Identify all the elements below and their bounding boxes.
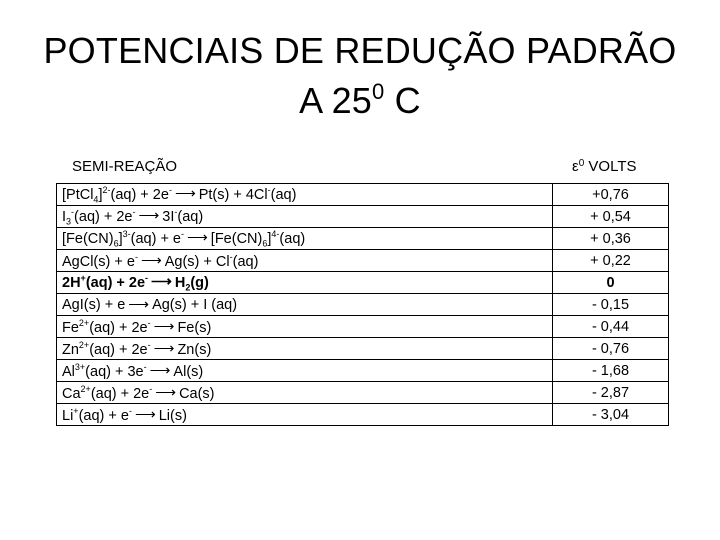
- potential-value: - 0,76: [553, 338, 669, 360]
- half-reaction-cell: Li+(aq) + e- ⟶ Li(s): [57, 404, 553, 426]
- potential-value: - 0,15: [553, 294, 669, 316]
- table-row: [57, 360, 669, 382]
- table-row: [57, 184, 669, 206]
- column-header-reaction: SEMI-REAÇÃO: [72, 158, 178, 175]
- reaction-arrow: ⟶: [155, 385, 177, 402]
- half-reaction-cell: $Zn^{2+}(aq) + 2e^-$ ⟶ Zn(s): [57, 338, 553, 360]
- table-row: [57, 250, 669, 272]
- half-reaction-cell: 2H+(aq) + 2e- ⟶ $H_2(g)$: [57, 272, 553, 294]
- potential-value: 0: [553, 272, 669, 294]
- table-row: [57, 404, 669, 426]
- table-row: [57, 206, 669, 228]
- table-row: [57, 382, 669, 404]
- title-suffix: C: [384, 80, 421, 121]
- potential-value: +0,76: [553, 184, 669, 206]
- reaction-arrow: ⟶: [151, 274, 172, 291]
- potential-value: - 0,44: [553, 316, 669, 338]
- potential-value: - 2,87: [553, 382, 669, 404]
- epsilon-symbol: ε: [572, 158, 579, 175]
- half-reaction-cell: AgI(s) + e ⟶ Ag(s) + I (aq): [57, 294, 553, 316]
- half-reaction-cell: $[Fe(CN)_6]^{3-}(aq) + e^-$ ⟶ $[Fe(CN)_6]^{4-}(aq)$: [57, 228, 553, 250]
- reaction-arrow: ⟶: [134, 407, 156, 424]
- potential-value: + 0,36: [553, 228, 669, 250]
- half-reaction-cell: [PtCl$_4$]$^{2-}$(aq) + 2e- ⟶ Pt(s) + 4Cl-(aq): [57, 184, 553, 206]
- potential-value: + 0,22: [553, 250, 669, 272]
- reduction-potentials-table: [56, 183, 669, 426]
- reaction-arrow: ⟶: [153, 341, 175, 358]
- reaction-arrow: ⟶: [153, 319, 175, 336]
- reaction-arrow: ⟶: [149, 363, 171, 380]
- half-reaction-cell: $Al^{3+}(aq) + 3e^-$ ⟶ Al(s): [57, 360, 553, 382]
- reaction-arrow: ⟶: [138, 208, 160, 225]
- reaction-arrow: ⟶: [187, 230, 208, 247]
- half-reaction-cell: $Fe^{2+}(aq) + 2e^-$ ⟶ Fe(s): [57, 316, 553, 338]
- volts-label: VOLTS: [584, 158, 637, 175]
- page-title-line-2: [0, 78, 720, 129]
- column-header-volts: [572, 158, 637, 175]
- half-reaction-cell: $I_3^-(aq) + 2e^-$ ⟶ 3I-(aq): [57, 206, 553, 228]
- table-row: [57, 316, 669, 338]
- potential-value: + 0,54: [553, 206, 669, 228]
- table-row: [57, 294, 669, 316]
- half-reaction-cell: AgCl(s) + e- ⟶ Ag(s) + Cl-(aq): [57, 250, 553, 272]
- page-title-line-1: POTENCIAIS DE REDUÇÃO PADRÃO: [43, 30, 677, 71]
- reaction-arrow: ⟶: [128, 296, 150, 313]
- epsilon-superscript: 0: [578, 158, 585, 169]
- potential-value: - 1,68: [553, 360, 669, 382]
- table-row: [57, 338, 669, 360]
- table-row: [57, 228, 669, 250]
- reaction-arrow: ⟶: [174, 186, 196, 203]
- potential-value: - 3,04: [553, 404, 669, 426]
- reaction-arrow: ⟶: [140, 253, 162, 270]
- title-superscript: 0: [372, 79, 385, 104]
- title-prefix: A 25: [299, 80, 373, 121]
- table-row: [57, 272, 669, 294]
- half-reaction-cell: $Ca^{2+}(aq) + 2e^-$ ⟶ Ca(s): [57, 382, 553, 404]
